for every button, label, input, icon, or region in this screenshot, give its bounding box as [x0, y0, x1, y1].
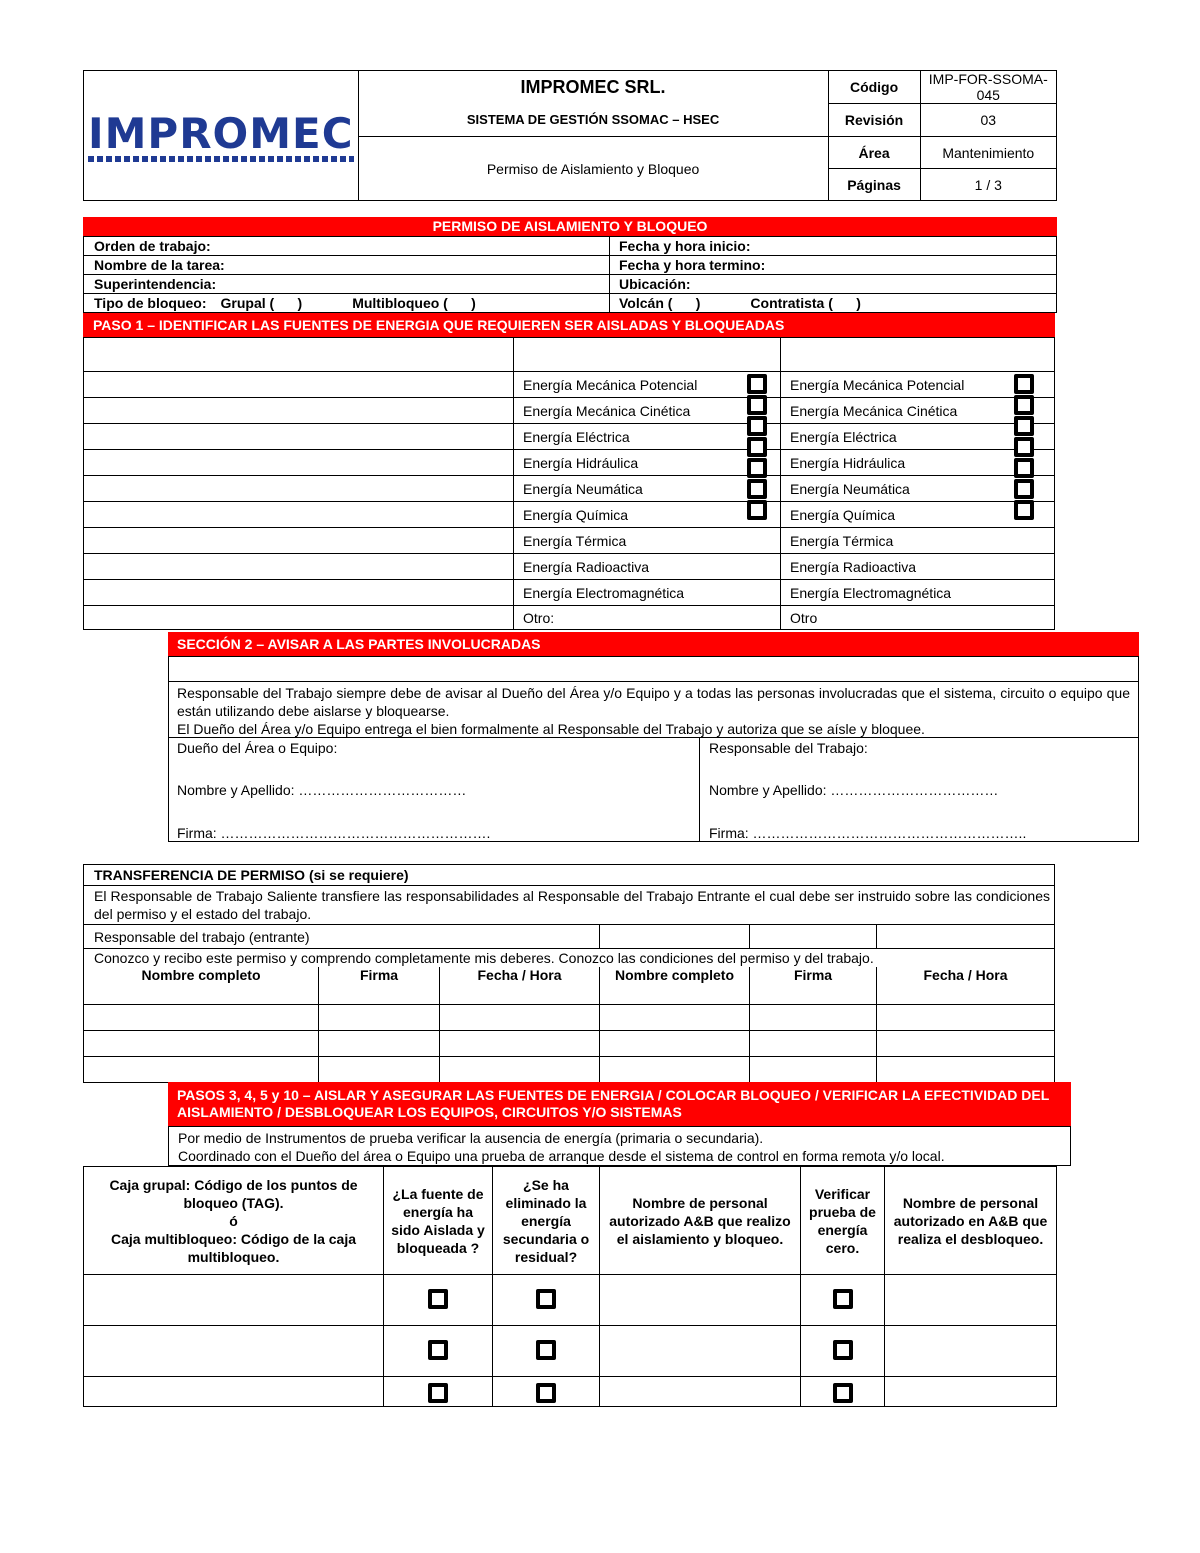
residual-checkbox[interactable]	[536, 1340, 556, 1360]
col-nombre-2: Nombre completo	[600, 967, 750, 1005]
energy-checkbox[interactable]	[747, 479, 767, 499]
company-name: IMPROMEC SRL.	[358, 71, 828, 104]
energy-checkbox[interactable]	[747, 458, 767, 478]
transfer-row	[84, 1031, 1055, 1057]
section2-box	[168, 656, 1139, 842]
energy-label-right: Energía Química	[781, 502, 1055, 528]
order-field: Orden de trabajo:	[84, 237, 610, 256]
col-nombre-1: Nombre completo	[84, 967, 319, 1005]
end-field: Fecha y hora termino:	[610, 256, 1057, 275]
energy-row	[84, 528, 1055, 554]
energy-row-blank[interactable]	[84, 424, 514, 450]
lock-type-label: Tipo de bloqueo:	[94, 295, 207, 311]
meta-value-revision: 03	[920, 104, 1056, 137]
residual-checkbox[interactable]	[536, 1289, 556, 1309]
energy-label-right: Otro	[781, 606, 1055, 630]
energy-row-blank[interactable]	[84, 528, 514, 554]
energy-checkbox[interactable]	[1014, 437, 1034, 457]
task-field: Nombre de la tarea:	[84, 256, 610, 275]
energy-row	[84, 606, 1055, 630]
energy-label-right: Energía Mecánica Potencial	[781, 372, 1055, 398]
energy-row-blank[interactable]	[84, 372, 514, 398]
energy-label-left: Energía Electromagnética	[514, 580, 781, 606]
zero-energy-checkbox[interactable]	[833, 1289, 853, 1309]
grupal-option: Grupal ( )	[220, 295, 303, 311]
energy-row-blank[interactable]	[84, 398, 514, 424]
energy-checkbox[interactable]	[747, 416, 767, 436]
col-tag: Caja grupal: Código de los puntos de bloqueo (TAG). ó Caja multibloqueo: Código de la caja multibloqueo.	[84, 1167, 384, 1275]
col-residual: ¿Se ha eliminado la energía secundaria o residual?	[493, 1167, 600, 1275]
col-fecha-2: Fecha / Hora	[877, 967, 1055, 1005]
logo	[88, 109, 354, 162]
col-firma-2: Firma	[750, 967, 877, 1005]
volcan-option: Volcán ( )	[619, 295, 701, 311]
energy-row-blank[interactable]	[84, 554, 514, 580]
energy-row	[84, 372, 1055, 398]
energy-label-right: Energía Térmica	[781, 528, 1055, 554]
energy-checkbox-column-right	[1014, 374, 1034, 520]
doc-title: Permiso de Aislamiento y Bloqueo	[358, 137, 828, 201]
energy-checkbox[interactable]	[747, 437, 767, 457]
col-zero-energy: Verificar prueba de energía cero.	[801, 1167, 885, 1275]
isolation-row	[84, 1326, 1057, 1377]
energy-checkbox[interactable]	[1014, 374, 1034, 394]
meta-value-codigo: IMP-FOR-SSOMA-045	[920, 71, 1056, 104]
col-isolated: ¿La fuente de energía ha sido Aislada y bloqueada ?	[384, 1167, 493, 1275]
meta-label-revision: Revisión	[828, 104, 920, 137]
energy-row	[84, 554, 1055, 580]
energy-checkbox[interactable]	[747, 500, 767, 520]
energy-row	[84, 450, 1055, 476]
energy-row-blank[interactable]	[84, 502, 514, 528]
multibloqueo-option: Multibloqueo ( )	[352, 295, 476, 311]
energy-checkbox[interactable]	[1014, 416, 1034, 436]
permit-title: PERMISO DE AISLAMIENTO Y BLOQUEO	[83, 217, 1057, 236]
isolation-table	[83, 1166, 1057, 1407]
owner-sign: Firma: ………………………………………………….	[177, 825, 491, 841]
lock-type-row	[84, 294, 610, 313]
energy-checkbox[interactable]	[1014, 395, 1034, 415]
transfer-row	[84, 1005, 1055, 1031]
superintendence-field: Superintendencia:	[84, 275, 610, 294]
contract-row	[610, 294, 1057, 313]
energy-row-blank[interactable]	[84, 580, 514, 606]
isolation-row	[84, 1275, 1057, 1326]
energy-label-left: Energía Térmica	[514, 528, 781, 554]
location-field: Ubicación:	[610, 275, 1057, 294]
steps3-text1: Por medio de Instrumentos de prueba verificar la ausencia de energía (primaria o secundaria).	[178, 1130, 764, 1146]
meta-value-area: Mantenimiento	[920, 137, 1056, 169]
section2-text1: Responsable del Trabajo siempre debe de avisar al Dueño del Área y/o Equipo y a todas las personas involucradas que el sistema, circuito o equipo que están utilizando debe aislarse y bloquearse.	[177, 685, 1130, 719]
step1-title: PASO 1 – IDENTIFICAR LAS FUENTES DE ENERGIA QUE REQUIEREN SER AISLADAS Y BLOQUEADAS	[83, 313, 1055, 337]
energy-label-left: Energía Eléctrica	[514, 424, 781, 450]
energy-row	[84, 580, 1055, 606]
system-name: SISTEMA DE GESTIÓN SSOMAC – HSEC	[358, 104, 828, 137]
energy-row-blank[interactable]	[84, 476, 514, 502]
energy-checkbox[interactable]	[747, 395, 767, 415]
energy-table	[83, 337, 1055, 630]
transfer-title: TRANSFERENCIA DE PERMISO (si se requiere)	[84, 865, 1055, 886]
owner-label: Dueño del Área o Equipo:	[177, 740, 338, 756]
logo-cell	[84, 71, 359, 201]
energy-row	[84, 476, 1055, 502]
energy-label-left: Energía Mecánica Potencial	[514, 372, 781, 398]
energy-label-right: Energía Hidráulica	[781, 450, 1055, 476]
responsible-sign: Firma: …………………………………………………..	[709, 825, 1027, 841]
transfer-row	[84, 1057, 1055, 1083]
logo-text: IMPROMEC	[88, 109, 354, 158]
owner-name: Nombre y Apellido: ………………………………	[177, 782, 467, 798]
meta-value-paginas: 1 / 3	[920, 169, 1056, 201]
steps3-title: PASOS 3, 4, 5 y 10 – AISLAR Y ASEGURAR LAS FUENTES DE ENERGIA / COLOCAR BLOQUEO / VERIFICAR LA EFECTIVIDAD DEL AISLAMIENTO / DESBLOQUEAR LOS EQUIPOS, CIRCUITOS Y/O SISTEMAS	[168, 1082, 1071, 1126]
isolated-checkbox[interactable]	[428, 1383, 448, 1403]
isolated-checkbox[interactable]	[428, 1340, 448, 1360]
energy-row	[84, 502, 1055, 528]
start-field: Fecha y hora inicio:	[610, 237, 1057, 256]
contratista-option: Contratista ( )	[750, 295, 861, 311]
energy-row-blank[interactable]	[84, 606, 514, 630]
energy-label-left: Energía Hidráulica	[514, 450, 781, 476]
permit-info-table	[83, 236, 1057, 313]
isolated-checkbox[interactable]	[428, 1289, 448, 1309]
energy-label-left: Energía Mecánica Cinética	[514, 398, 781, 424]
energy-label-left: Otro:	[514, 606, 781, 630]
energy-checkbox[interactable]	[747, 374, 767, 394]
energy-label-left: Energía Neumática	[514, 476, 781, 502]
energy-label-right: Energía Mecánica Cinética	[781, 398, 1055, 424]
steps3-text2: Coordinado con el Dueño del área o Equipo una prueba de arranque desde el sistema de control en forma remota y/o local.	[178, 1148, 945, 1164]
energy-label-right: Energía Neumática	[781, 476, 1055, 502]
zero-energy-checkbox[interactable]	[833, 1340, 853, 1360]
energy-label-left: Energía Química	[514, 502, 781, 528]
isolation-row	[84, 1377, 1057, 1407]
energy-label-left: Energía Radioactiva	[514, 554, 781, 580]
responsible-name: Nombre y Apellido: ………………………………	[709, 782, 999, 798]
energy-label-right: Energía Radioactiva	[781, 554, 1055, 580]
col-authorized-unlock: Nombre de personal autorizado en A&B que realiza el desbloqueo.	[885, 1167, 1057, 1275]
energy-checkbox-column-left	[747, 374, 767, 520]
energy-label-right: Energía Electromagnética	[781, 580, 1055, 606]
energy-checkbox[interactable]	[1014, 479, 1034, 499]
section2-title: SECCIÓN 2 – AVISAR A LAS PARTES INVOLUCRADAS	[168, 632, 1139, 656]
meta-label-codigo: Código	[828, 71, 920, 104]
header-table	[83, 70, 1057, 201]
meta-label-area: Área	[828, 137, 920, 169]
steps3-text-box	[168, 1126, 1071, 1166]
incoming-responsible: Responsable del trabajo (entrante)	[84, 925, 600, 949]
meta-label-paginas: Páginas	[828, 169, 920, 201]
zero-energy-checkbox[interactable]	[833, 1383, 853, 1403]
transfer-table	[83, 864, 1055, 1083]
energy-row	[84, 424, 1055, 450]
responsible-label: Responsable del Trabajo:	[709, 740, 868, 756]
col-authorized-lock: Nombre de personal autorizado A&B que realizo el aislamiento y bloqueo.	[600, 1167, 801, 1275]
col-fecha-1: Fecha / Hora	[440, 967, 600, 1005]
residual-checkbox[interactable]	[536, 1383, 556, 1403]
section2-text2: El Dueño del Área y/o Equipo entrega el bien formalmente al Responsable del Trabajo y autoriza que se aísle y bloquee.	[177, 721, 925, 737]
energy-checkbox[interactable]	[1014, 458, 1034, 478]
energy-checkbox[interactable]	[1014, 500, 1034, 520]
col-firma-1: Firma	[319, 967, 440, 1005]
energy-row-blank[interactable]	[84, 450, 514, 476]
energy-row	[84, 398, 1055, 424]
transfer-text: El Responsable de Trabajo Saliente transfiere las responsabilidades al Responsable del Trabajo Entrante el cual debe ser instruido sobre las condiciones del permiso y el estado del trabajo.	[84, 886, 1055, 925]
transfer-ack: Conozco y recibo este permiso y comprendo completamente mis deberes. Conozco las condiciones del permiso y del trabajo.	[84, 949, 1055, 967]
energy-label-right: Energía Eléctrica	[781, 424, 1055, 450]
